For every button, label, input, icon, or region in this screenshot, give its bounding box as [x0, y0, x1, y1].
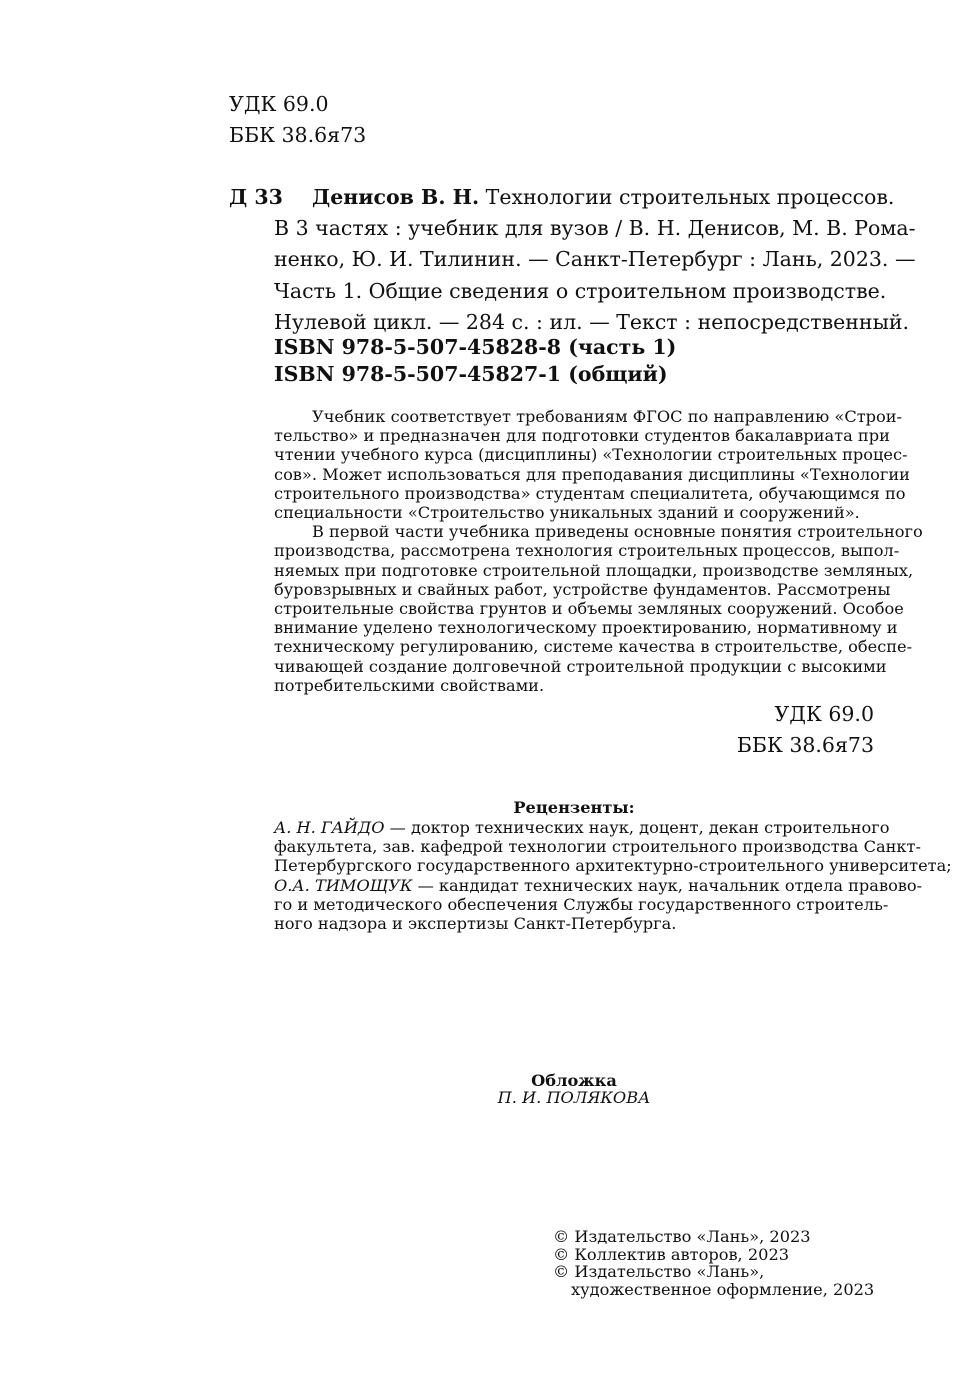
abstract-line: буровзрывных и свайных работ, устройстве фундаментов. Рассмотрены — [274, 579, 891, 599]
isbn-general: ISBN 978-5-507-45827-1 (общий) — [274, 362, 668, 386]
bibliographic-citation — [274, 182, 916, 338]
udk-code: УДК 69.0 — [229, 92, 329, 116]
reviewer-2-name: О.А. ТИМОЩУК — [274, 875, 413, 895]
reviewer-1-name: А. Н. ГАЙДО — [274, 818, 385, 837]
bottom-classification-codes — [737, 699, 874, 761]
cover-heading: Обложка — [531, 1071, 617, 1090]
reviewers-heading: Рецензенты: — [513, 798, 635, 817]
abstract-line: специальности «Строительство уникальных зданий и сооружений». — [274, 503, 860, 523]
isbn-block — [274, 334, 676, 388]
citation-line-1: Технологии строительных процессов. — [485, 185, 895, 209]
abstract-line: сов». Может использоваться для преподавания дисциплины «Технологии — [274, 464, 910, 484]
citation-line-4: Часть 1. Общие сведения о строительном производстве. — [274, 278, 887, 303]
abstract-line: Учебник соответствует требованиям ФГОС по направлению «Строи- — [312, 407, 903, 426]
citation-line-5: Нулевой цикл. — 284 с. : ил. — Текст : непосредственный. — [274, 309, 910, 334]
catalog-code: Д 33 — [229, 185, 283, 209]
copyright-line: © Коллектив авторов, 2023 — [553, 1244, 790, 1264]
copyright-line: © Издательство «Лань», 2023 — [553, 1227, 811, 1246]
abstract-line: потребительскими свойствами. — [274, 675, 545, 695]
copyright-block — [553, 1228, 874, 1298]
citation-line-2: В 3 частях : учебник для вузов / В. Н. Денисов, М. В. Рома- — [274, 216, 916, 241]
udk-code: УДК 69.0 — [774, 702, 874, 726]
author-name: Денисов В. Н. — [312, 185, 480, 209]
bbk-code: ББК 38.6я73 — [229, 123, 367, 147]
bbk-code: ББК 38.6я73 — [736, 733, 874, 757]
citation-line-3: ненко, Ю. И. Тилинин. — Санкт-Петербург : Лань, 2023. — — [274, 247, 916, 272]
cover-designer: П. И. ПОЛЯКОВА — [497, 1088, 651, 1107]
abstract-line: производства, рассмотрена технология строительных процессов, выпол- — [274, 541, 900, 561]
abstract-line: техническому регулированию, системе качества в строительстве, обеспе- — [274, 637, 913, 657]
reviewer-2-line: го и методического обеспечения Службы государственного строитель- — [274, 894, 889, 914]
abstract — [274, 407, 923, 695]
reviewer-2-line: ного надзора и экспертизы Санкт-Петербурга. — [274, 914, 677, 934]
copyright-line: © Издательство «Лань», — [553, 1262, 765, 1282]
abstract-line: В первой части учебника приведены основные понятия строительного — [312, 522, 923, 542]
copyright-line: художественное оформление, 2023 — [571, 1279, 875, 1299]
abstract-line: тельство» и предназначен для подготовки студентов бакалавриата при — [274, 426, 890, 446]
reviewer-1-line: факультета, зав. кафедрой технологии строительного производства Санкт- — [274, 837, 921, 857]
reviewer-1-line: Петербургского государственного архитектурно-строительного университета; — [274, 856, 952, 876]
abstract-line: внимание уделено технологическому проектированию, нормативному и — [274, 618, 898, 638]
isbn-part: ISBN 978-5-507-45828-8 (часть 1) — [274, 335, 677, 359]
abstract-line: чтении учебного курса (дисциплины) «Технологии строительных процес- — [274, 445, 908, 465]
abstract-line: строительного производства» студентам специалитета, обучающимся по — [274, 483, 906, 503]
abstract-line: строительные свойства грунтов и объемы земляных сооружений. Особое — [274, 599, 904, 619]
reviewer-2-line: — кандидат технических наук, начальник отдела правово- — [412, 875, 923, 895]
abstract-line: няемых при подготовке строительной площадки, производстве земляных, — [274, 560, 914, 580]
reviewer-1-line: — доктор технических наук, доцент, декан строительного — [384, 818, 890, 837]
reviewers-list — [274, 818, 952, 934]
top-classification-codes — [229, 89, 366, 151]
abstract-line: чивающей создание долговечной строительной продукции с высокими — [274, 656, 887, 676]
